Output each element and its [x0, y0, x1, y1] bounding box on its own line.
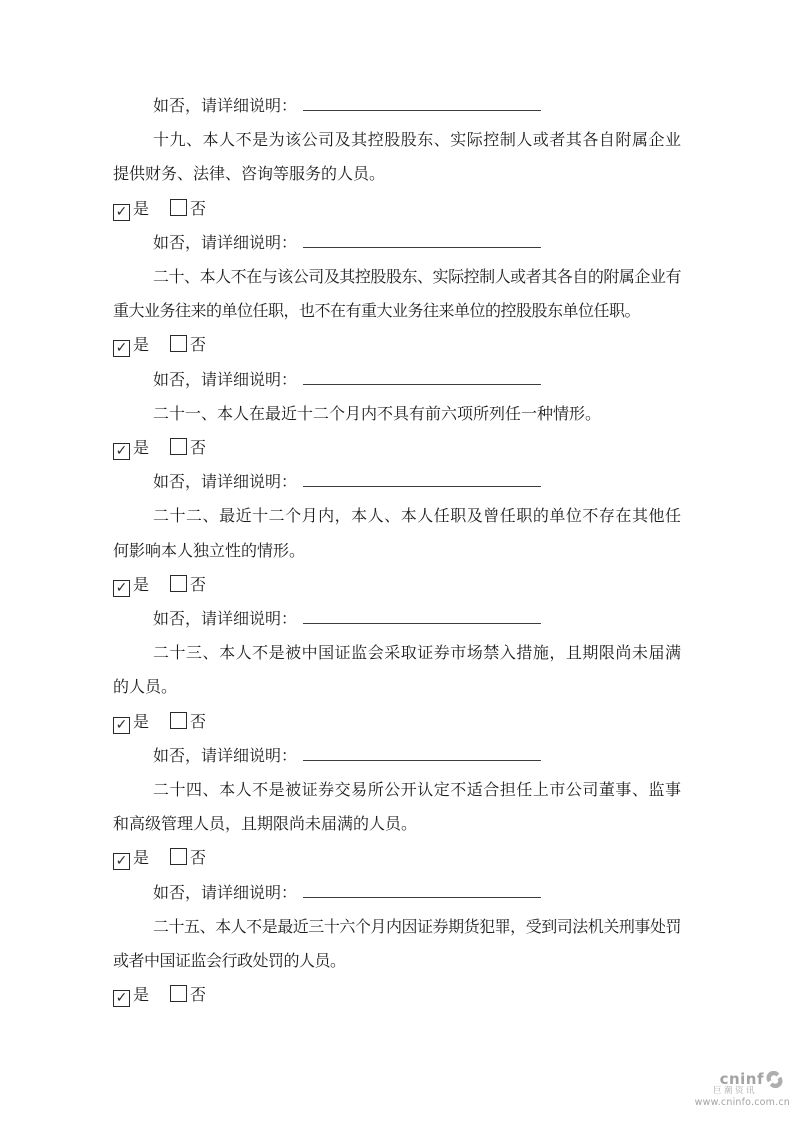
yes-option — [113, 841, 149, 875]
explain-label: 如否，请详细说明： — [153, 96, 298, 115]
explain-underline[interactable] — [303, 106, 541, 111]
item-number: 二十二、 — [153, 506, 220, 526]
item-24-yes-no-row — [113, 841, 681, 875]
check-mark: ✓ — [115, 716, 128, 733]
cninfo-url-text: www.cninfo.com.cn — [694, 1097, 790, 1109]
no-checkbox[interactable] — [170, 335, 187, 352]
item-24-statement — [113, 773, 681, 841]
yes-checkbox[interactable] — [113, 853, 130, 870]
item-number: 二十三、 — [153, 643, 220, 663]
yes-checkbox[interactable] — [113, 990, 130, 1007]
check-mark: ✓ — [115, 990, 128, 1007]
yes-label: 是 — [133, 848, 150, 868]
item-number: 二十四、 — [153, 780, 220, 800]
yes-option — [113, 431, 149, 465]
item-23-yes-no-row — [113, 705, 681, 739]
no-label: 否 — [190, 335, 207, 355]
no-option — [170, 328, 206, 362]
item-22-statement — [113, 499, 681, 567]
check-mark: ✓ — [115, 443, 128, 460]
yes-option — [113, 978, 149, 1012]
cninfo-swirl-icon — [765, 1071, 784, 1088]
check-mark: ✓ — [115, 579, 128, 596]
item-22-yes-no-row — [113, 568, 681, 602]
explain-underline[interactable] — [303, 756, 541, 761]
no-checkbox[interactable] — [170, 985, 187, 1002]
item-text: 本人在最近十二个月内不具有前六项所列任一种情形。 — [217, 403, 602, 423]
check-mark: ✓ — [115, 853, 128, 870]
yes-label: 是 — [133, 438, 150, 458]
yes-checkbox[interactable] — [113, 340, 130, 357]
explain-label: 如否，请详细说明： — [153, 369, 298, 389]
no-option — [170, 568, 206, 602]
item-25-statement — [113, 910, 681, 978]
check-mark: ✓ — [115, 203, 128, 220]
explain-line — [113, 602, 681, 636]
yes-label: 是 — [133, 335, 150, 355]
no-checkbox[interactable] — [170, 848, 187, 865]
yes-option — [113, 328, 149, 362]
explain-underline[interactable] — [303, 482, 541, 487]
no-option — [170, 841, 206, 875]
item-text: 本人不是被中国证监会采取证券市场禁入措施，且期限尚未届满的人员。 — [113, 643, 681, 697]
explain-line — [113, 876, 681, 910]
check-mark: ✓ — [115, 340, 128, 357]
explain-line — [113, 465, 681, 499]
item-21-yes-no-row — [113, 431, 681, 465]
yes-checkbox[interactable] — [113, 204, 130, 221]
yes-checkbox[interactable] — [113, 443, 130, 460]
no-checkbox[interactable] — [170, 575, 187, 592]
no-option — [170, 192, 206, 226]
yes-label: 是 — [133, 574, 150, 594]
no-label: 否 — [190, 574, 207, 594]
explain-line — [113, 739, 681, 773]
yes-label: 是 — [133, 711, 150, 731]
explain-label: 如否，请详细说明： — [153, 745, 298, 765]
no-option — [170, 431, 206, 465]
yes-option — [113, 192, 149, 226]
item-number: 二十五、 — [153, 916, 216, 936]
cninfo-logo-text: cninf — [719, 1070, 764, 1089]
item-text: 最近十二个月内，本人、本人任职及曾任职的单位不存在其他任何影响本人独立性的情形。 — [113, 506, 681, 560]
yes-option — [113, 568, 149, 602]
yes-option — [113, 705, 149, 739]
yes-checkbox[interactable] — [113, 580, 130, 597]
explain-label: 如否，请详细说明： — [153, 609, 298, 629]
no-label: 否 — [190, 848, 207, 868]
no-label: 否 — [190, 711, 207, 731]
yes-label: 是 — [133, 198, 150, 218]
explain-line — [113, 363, 681, 397]
item-20-yes-no-row — [113, 328, 681, 362]
explain-label: 如否，请详细说明： — [153, 232, 298, 252]
no-option — [170, 978, 206, 1012]
item-19-yes-no-row — [113, 192, 681, 226]
cninfo-watermark — [695, 1071, 790, 1109]
item-text: 本人不是最近三十六个月内因证券期货犯罪，受到司法机关刑事处罚或者中国证监会行政处罚的人员。 — [113, 916, 681, 971]
explain-underline[interactable] — [303, 380, 541, 385]
no-checkbox[interactable] — [170, 438, 187, 455]
item-number: 二十、 — [153, 267, 200, 287]
item-text: 本人不是被证券交易所公开认定不适合担任上市公司董事、监事和高级管理人员，且期限尚未届满的人员。 — [113, 780, 681, 834]
yes-checkbox[interactable] — [113, 717, 130, 734]
cninfo-brand-text: 巨潮资讯 — [712, 1086, 757, 1097]
declaration-content — [113, 89, 681, 1012]
no-label: 否 — [190, 438, 207, 458]
no-checkbox[interactable] — [170, 199, 187, 216]
explain-line — [113, 89, 681, 123]
no-label: 否 — [190, 985, 207, 1005]
item-number: 十九、 — [153, 130, 203, 150]
item-25-yes-no-row — [113, 978, 681, 1012]
item-text: 本人不在与该公司及其控股股东、实际控制人或者其各自的附属企业有重大业务往来的单位任职，也不在有重大业务往来单位的控股股东单位任职。 — [113, 267, 681, 321]
item-20-statement — [113, 260, 681, 328]
yes-label: 是 — [133, 985, 150, 1005]
item-number: 二十一、 — [153, 403, 218, 423]
explain-line — [113, 226, 681, 260]
no-checkbox[interactable] — [170, 712, 187, 729]
explain-underline[interactable] — [303, 243, 541, 248]
explain-underline[interactable] — [303, 893, 541, 898]
explain-underline[interactable] — [303, 619, 541, 624]
no-option — [170, 705, 206, 739]
explain-label: 如否，请详细说明： — [153, 472, 298, 492]
explain-label: 如否，请详细说明： — [153, 882, 298, 902]
item-23-statement — [113, 636, 681, 704]
item-21-statement — [113, 397, 681, 431]
no-label: 否 — [190, 198, 207, 218]
item-19-statement — [113, 123, 681, 191]
item-text: 本人不是为该公司及其控股股东、实际控制人或者其各自附属企业提供财务、法律、咨询等服务的人员。 — [113, 130, 681, 184]
